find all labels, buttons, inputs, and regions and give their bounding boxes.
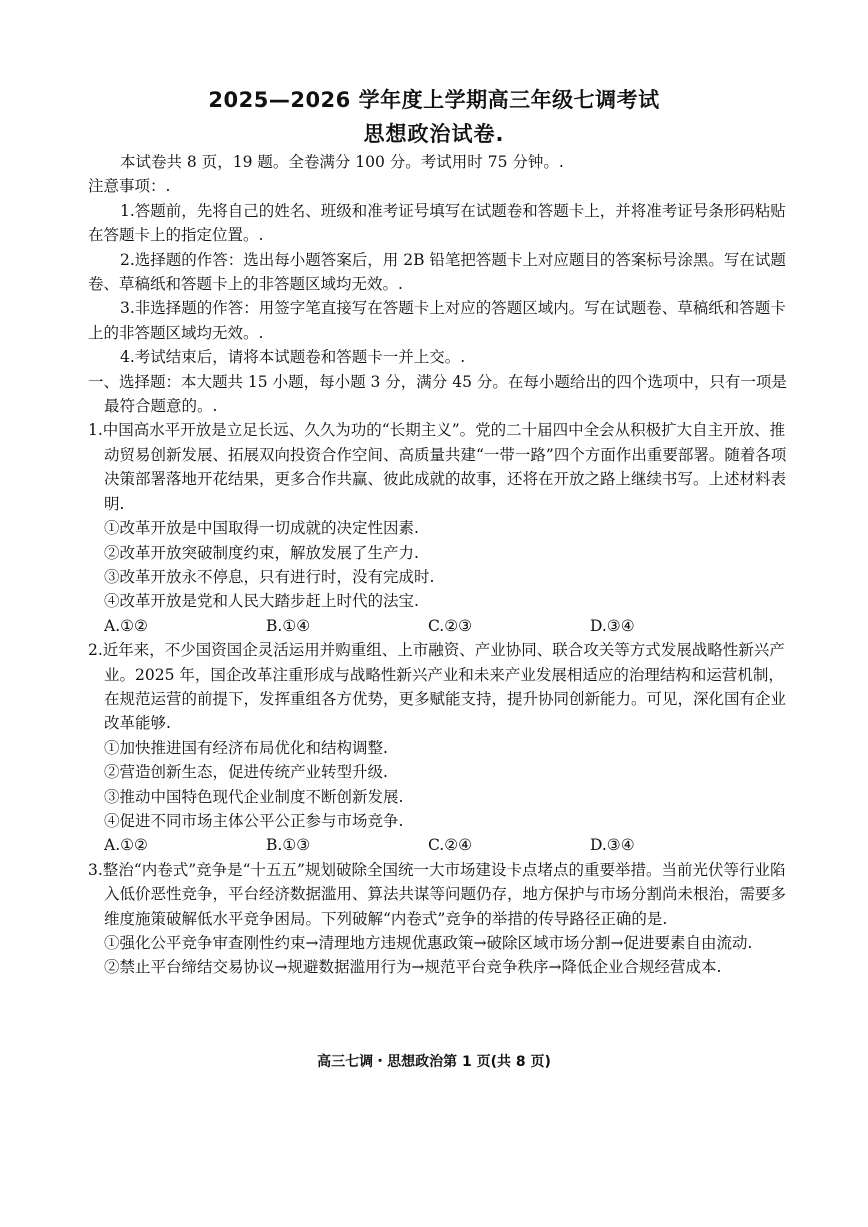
statement: ②营造创新生态，促进传统产业转型升级. — [104, 763, 388, 782]
note-item: 2.选择题的作答：选出每小题答案后，用 2B 铅笔把答题卡上对应题目的答案标号涂黑。写在试题卷、草稿纸和答题卡上的非答题区域均无效。. — [88, 250, 786, 294]
section-heading: 一、选择题：本大题共 15 小题，每小题 3 分，满分 45 分。在每小题给出的四个选项中，只有一项是最符合题意的。. — [88, 372, 787, 416]
exam-body — [88, 150, 788, 980]
option-d: D.③④ — [590, 836, 635, 855]
option-d: D.③④ — [590, 616, 635, 635]
option-c: C.②④ — [428, 836, 473, 855]
answer-options — [88, 833, 788, 857]
page-footer: 高三七调・思想政治第 1 页(共 8 页) — [317, 1054, 551, 1070]
answer-options — [88, 614, 788, 638]
option-a: A.①② — [104, 616, 148, 635]
exam-intro: 本试卷共 8 页，19 题。全卷满分 100 分。考试用时 75 分钟。. — [120, 153, 564, 171]
exam-title: 2025—2026 学年度上学期高三年级七调考试 — [208, 88, 660, 112]
option-b: B.①④ — [266, 616, 311, 635]
statement: ④促进不同市场主体公平公正参与市场竞争. — [104, 811, 404, 830]
option-a: A.①② — [104, 836, 148, 855]
statement: ②禁止平台缔结交易协议→规避数据滥用行为→规范平台竞争秩序→降低企业合规经营成本. — [104, 958, 722, 977]
statement: ①加快推进国有经济布局优化和结构调整. — [104, 738, 388, 757]
question-stem: 2.近年来，不少国资国企灵活运用并购重组、上市融资、产业协同、联合攻关等方式发展战略性新兴产业。2025 年，国企改革注重形成与战略性新兴产业和未来产业发展相适应的治理结构和运营机制，在规范运营的前提下，发挥重组各方优势，更多赋能支持，提升协同创新能力。可见，深化国有企业改革能够. — [88, 641, 787, 733]
option-b: B.①③ — [266, 836, 311, 855]
statement: ④改革开放是党和人民大踏步赶上时代的法宝. — [104, 592, 419, 611]
question-stem: 1.中国高水平开放是立足长远、久久为功的“长期主义”。党的二十届四中全会从积极扩大自主开放、推动贸易创新发展、拓展双向投资合作空间、高质量共建“一带一路”四个方面作出重要部署。随着各项决策部署落地开花结果，更多合作共赢、彼此成就的故事，还将在开放之路上继续书写。上述材料表明. — [88, 421, 787, 513]
statement: ①改革开放是中国取得一切成就的决定性因素. — [104, 519, 419, 538]
notes-heading: 注意事项：. — [88, 177, 171, 196]
option-c: C.②③ — [428, 616, 473, 635]
statement: ③改革开放永不停息，只有进行时，没有完成时. — [104, 567, 435, 586]
statement: ③推动中国特色现代企业制度不断创新发展. — [104, 787, 404, 806]
exam-subtitle: 思想政治试卷. — [363, 122, 505, 146]
note-item: 4.考试结束后，请将本试题卷和答题卡一并上交。. — [120, 348, 466, 367]
statement: ①强化公平竞争审查刚性约束→清理地方违规优惠政策→破除区域市场分割→促进要素自由流动. — [104, 934, 753, 952]
question-stem: 3.整治“内卷式”竞争是“十五五”规划破除全国统一大市场建设卡点堵点的重要举措。当前光伏等行业陷入低价恶性竞争，平台经济数据滥用、算法共谋等问题仍存，地方保护与市场分割尚未根治，需要多维度施策破解低水平竞争困局。下列破解“内卷式”竞争的举措的传导路径正确的是. — [88, 860, 787, 928]
note-item: 1.答题前，先将自己的姓名、班级和准考证号填写在试题卷和答题卡上，并将准考证号条形码粘贴在答题卡上的指定位置。. — [88, 201, 786, 245]
note-item: 3.非选择题的作答：用签字笔直接写在答题卡上对应的答题区域内。写在试题卷、草稿纸和答题卡上的非答题区域均无效。. — [88, 299, 786, 342]
statement: ②改革开放突破制度约束，解放发展了生产力. — [104, 543, 419, 562]
